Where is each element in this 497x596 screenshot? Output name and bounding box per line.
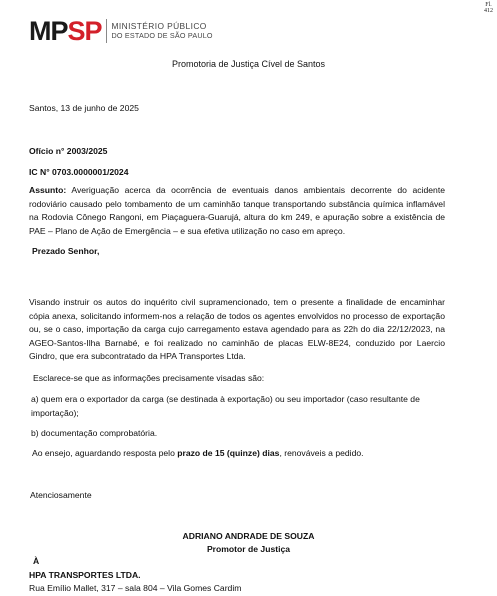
ic-number: IC N° 0703.0000001/2024 [29, 167, 129, 177]
logo-line1: MINISTÉRIO PÚBLICO [111, 21, 207, 31]
request-item-a: a) quem era o exportador da carga (se destinada à exportação) ou seu importador (caso resultante de importação); [31, 394, 420, 418]
recipient-prefix: À [33, 556, 40, 566]
office-header: Promotoria de Justiça Cível de Santos [171, 59, 326, 69]
logo-mark-mp: MP [29, 16, 68, 46]
clarification-intro: Esclarece-se que as informações precisamente visadas são: [33, 373, 265, 383]
logo-divider [106, 19, 107, 43]
signatory-title: Promotor de Justiça [206, 544, 291, 554]
logo-mark [29, 16, 102, 46]
closing-post: , renováveis a pedido. [279, 448, 364, 458]
logo-mark-sp: SP [67, 16, 102, 46]
closing-pre: Ao ensejo, aguardando resposta pelo [32, 448, 178, 458]
letter-date: Santos, 13 de junho de 2025 [29, 103, 139, 113]
subject-label: Assunto: [29, 185, 67, 195]
folio-number: 412 [484, 8, 493, 14]
logo-text [112, 22, 213, 40]
closing-paragraph [32, 447, 448, 461]
folio-label: Fl. [485, 2, 492, 8]
recipient-company: HPA TRANSPORTES LTDA. [29, 570, 141, 580]
subject-paragraph [29, 184, 445, 238]
valediction: Atenciosamente [30, 490, 92, 500]
oficio-number: Ofício n° 2003/2025 [29, 146, 108, 156]
salutation: Prezado Senhor, [32, 246, 100, 256]
recipient-address: Rua Emílio Mallet, 317 – sala 804 – Vila Gomes Cardim [29, 583, 242, 593]
body-paragraph: Visando instruir os autos do inquérito civil supramencionado, tem o presente a finalidade de encaminhar cópia anexa, solicitando informem-nos a relação de todos os agentes envolvidos no processo de exportação ou, se o caso, importação da carga cujo carregamento estava agendado para as 22h do dia 22/12/2023, na AGEO-Santos-Ilha Barnabé, e foi realizado no caminhão de placas ELW-8E24, conduzido por Laercio Gindro, que era subcontratado da HPA Transportes Ltda. [29, 297, 445, 362]
folio-stamp [484, 2, 493, 14]
subject-text: Averiguação acerca da ocorrência de eventuais danos ambientais decorrente do acidente rodoviário causado pelo tombamento de um caminhão tanque transportando substância química inflamável na Rodovia Cônego Rangoni, em Piaçaguera-Guarujá, altura do km 249, e apuração sobre a existência de PAE – Plano de Ação de Emergência – e sua efetiva utilização no caso em apreço. [29, 185, 445, 236]
deadline-text: prazo de 15 (quinze) dias [177, 448, 280, 458]
request-item-b: b) documentação comprobatória. [31, 428, 158, 438]
signatory-name: ADRIANO ANDRADE DE SOUZA [182, 531, 315, 541]
mpsp-logo [29, 16, 213, 46]
logo-line2: DO ESTADO DE SÃO PAULO [111, 31, 213, 40]
